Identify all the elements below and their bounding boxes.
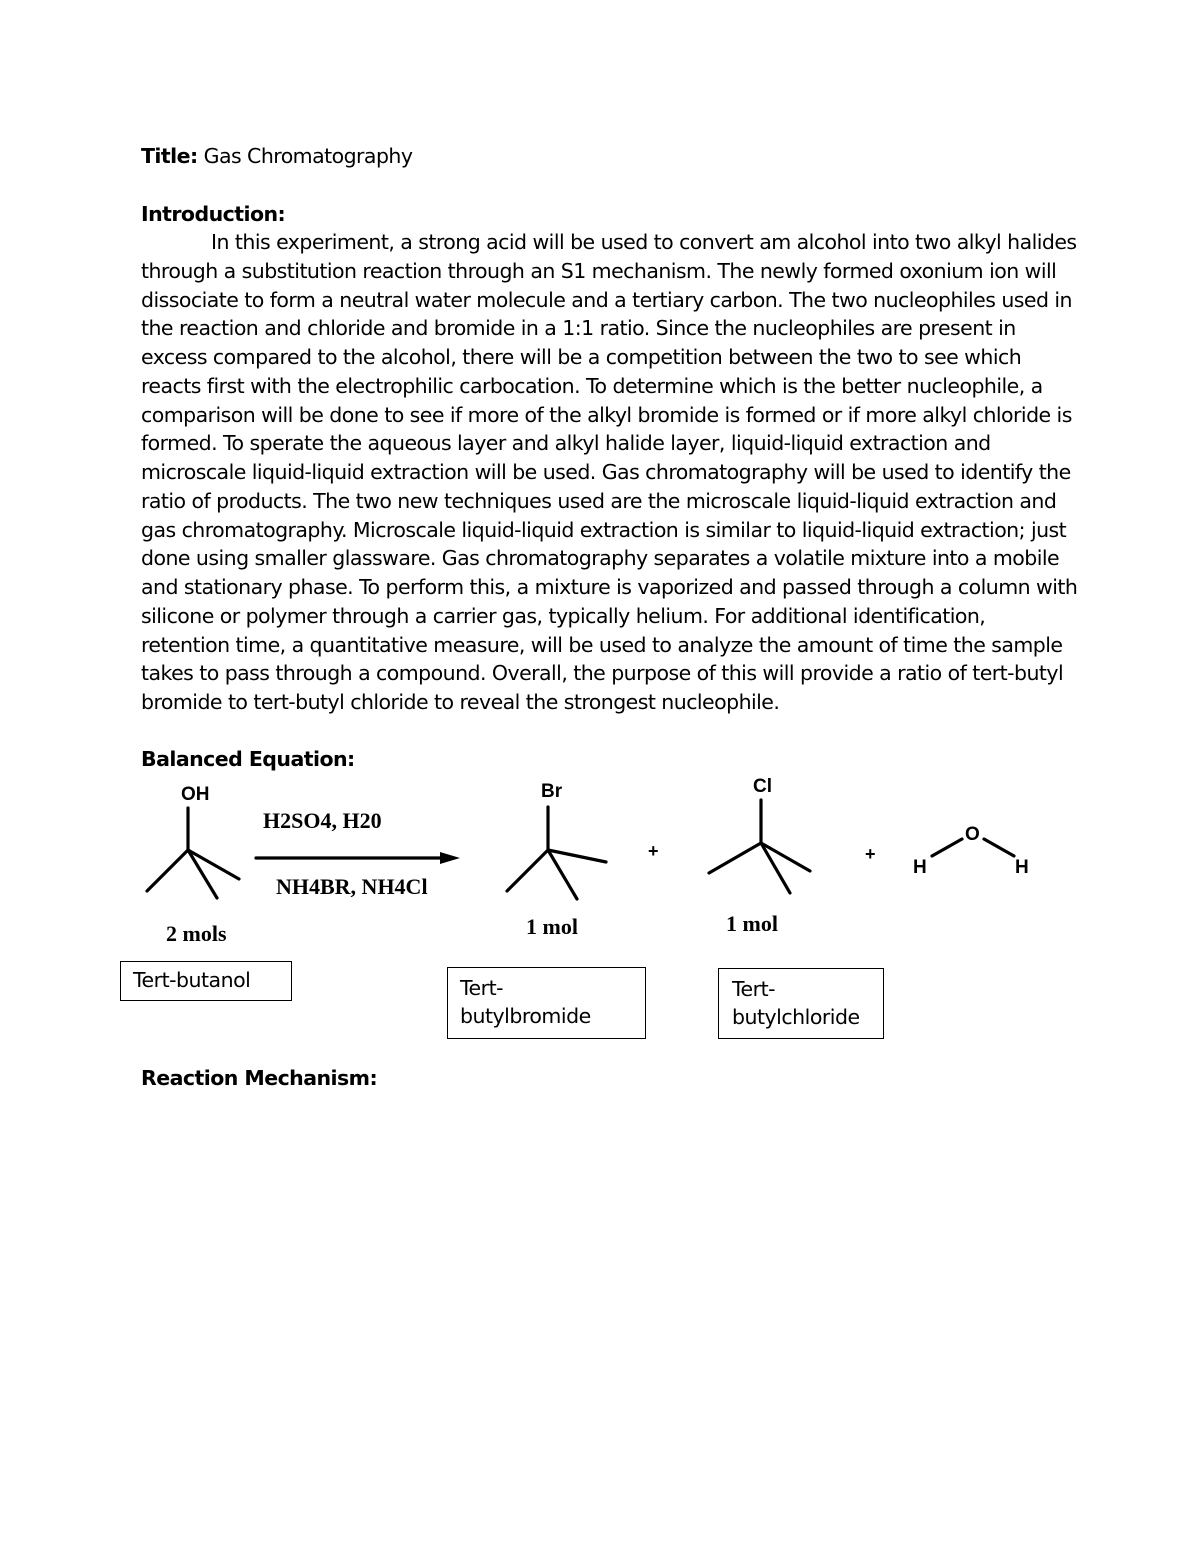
paragraph-line: the reaction and chloride and bromide in a 1:1 ratio. Since the nucleophiles are present in — [141, 316, 1016, 341]
tert-butyl-bromide-label-line1: Tert- — [460, 976, 504, 1000]
tert-butanol-label-box — [120, 961, 292, 1001]
paragraph-line: done using smaller glassware. Gas chromatography separates a volatile mixture into a mobile — [141, 546, 1060, 571]
paragraph-line: excess compared to the alcohol, there will be a competition between the two to see which — [141, 345, 1022, 369]
tert-butyl-chloride-label-box — [718, 968, 884, 1039]
reagents-below: NH4BR, NH4Cl — [276, 874, 428, 899]
water-hydrogen-label: H — [913, 857, 927, 878]
paragraph-line: takes to pass through a compound. Overall, the purpose of this will provide a ratio of tert-butyl — [141, 661, 1064, 686]
water-oxygen-label: O — [965, 824, 980, 845]
product1-moles: 1 mol — [526, 914, 578, 939]
paragraph-line: bromide to tert-butyl chloride to reveal the strongest nucleophile. — [141, 690, 780, 714]
tert-butyl-chloride-label-line1: Tert- — [732, 977, 776, 1001]
paragraph-line: microscale liquid-liquid extraction will be used. Gas chromatography will be used to identify the — [141, 460, 1071, 484]
paragraph-line: In this experiment, a strong acid will be used to convert am alcohol into two alkyl halides — [211, 230, 1077, 254]
reactant-moles: 2 mols — [166, 921, 227, 946]
title-label: Title: — [141, 144, 198, 168]
chlorine-label: Cl — [753, 776, 772, 797]
paragraph-line: comparison will be done to see if more of the alkyl bromide is formed or if more alkyl chloride is — [141, 402, 1072, 427]
plus-sign: + — [865, 844, 876, 864]
tert-butyl-bromide-label-box — [447, 967, 646, 1039]
reaction-mechanism-heading: Reaction Mechanism: — [141, 1066, 378, 1090]
tert-butyl-chloride-structure — [709, 800, 810, 893]
tert-butyl-bromide-structure — [507, 807, 606, 899]
product2-moles: 1 mol — [726, 911, 778, 936]
paragraph-line: ratio of products. The two new techniques used are the microscale liquid-liquid extraction and — [141, 488, 1057, 513]
tert-butyl-bromide-label-line2: butylbromide — [460, 1004, 591, 1028]
paragraph-line: through a substitution reaction through an S1 mechanism. The newly formed oxonium ion will — [141, 258, 1057, 283]
arrow-head — [440, 852, 460, 864]
reagents-above: H2SO4, H20 — [263, 808, 382, 833]
paragraph-line: and stationary phase. To perform this, a mixture is vaporized and passed through a column with — [141, 575, 1078, 599]
paragraph-line: dissociate to form a neutral water molecule and a tertiary carbon. The two nucleophiles used in — [141, 287, 1072, 312]
paragraph-line: silicone or polymer through a carrier gas, typically helium. For additional identification, — [141, 603, 986, 628]
paragraph-line: formed. To sperate the aqueous layer and alkyl halide layer, liquid-liquid extraction and — [141, 431, 991, 456]
title-value: Gas Chromatography — [203, 144, 413, 168]
water-hydrogen-label: H — [1015, 857, 1029, 878]
plus-sign: + — [648, 841, 659, 861]
tert-butyl-chloride-label-line2: butylchloride — [732, 1005, 860, 1029]
bromine-label: Br — [541, 781, 563, 802]
tert-butanol-structure — [147, 808, 239, 898]
introduction-heading: Introduction: — [141, 202, 286, 226]
tert-butanol-label: Tert-butanol — [133, 968, 251, 992]
paragraph-line: reacts first with the electrophilic carbocation. To determine which is the better nucleophile, a — [141, 373, 1043, 398]
balanced-equation-heading: Balanced Equation: — [141, 747, 355, 771]
paragraph-line: retention time, a quantitative measure, will be used to analyze the amount of time the sample — [141, 632, 1063, 657]
hydroxyl-label: OH — [181, 784, 210, 805]
paragraph-line: gas chromatography. Microscale liquid-liquid extraction is similar to liquid-liquid extraction; just — [141, 517, 1067, 542]
